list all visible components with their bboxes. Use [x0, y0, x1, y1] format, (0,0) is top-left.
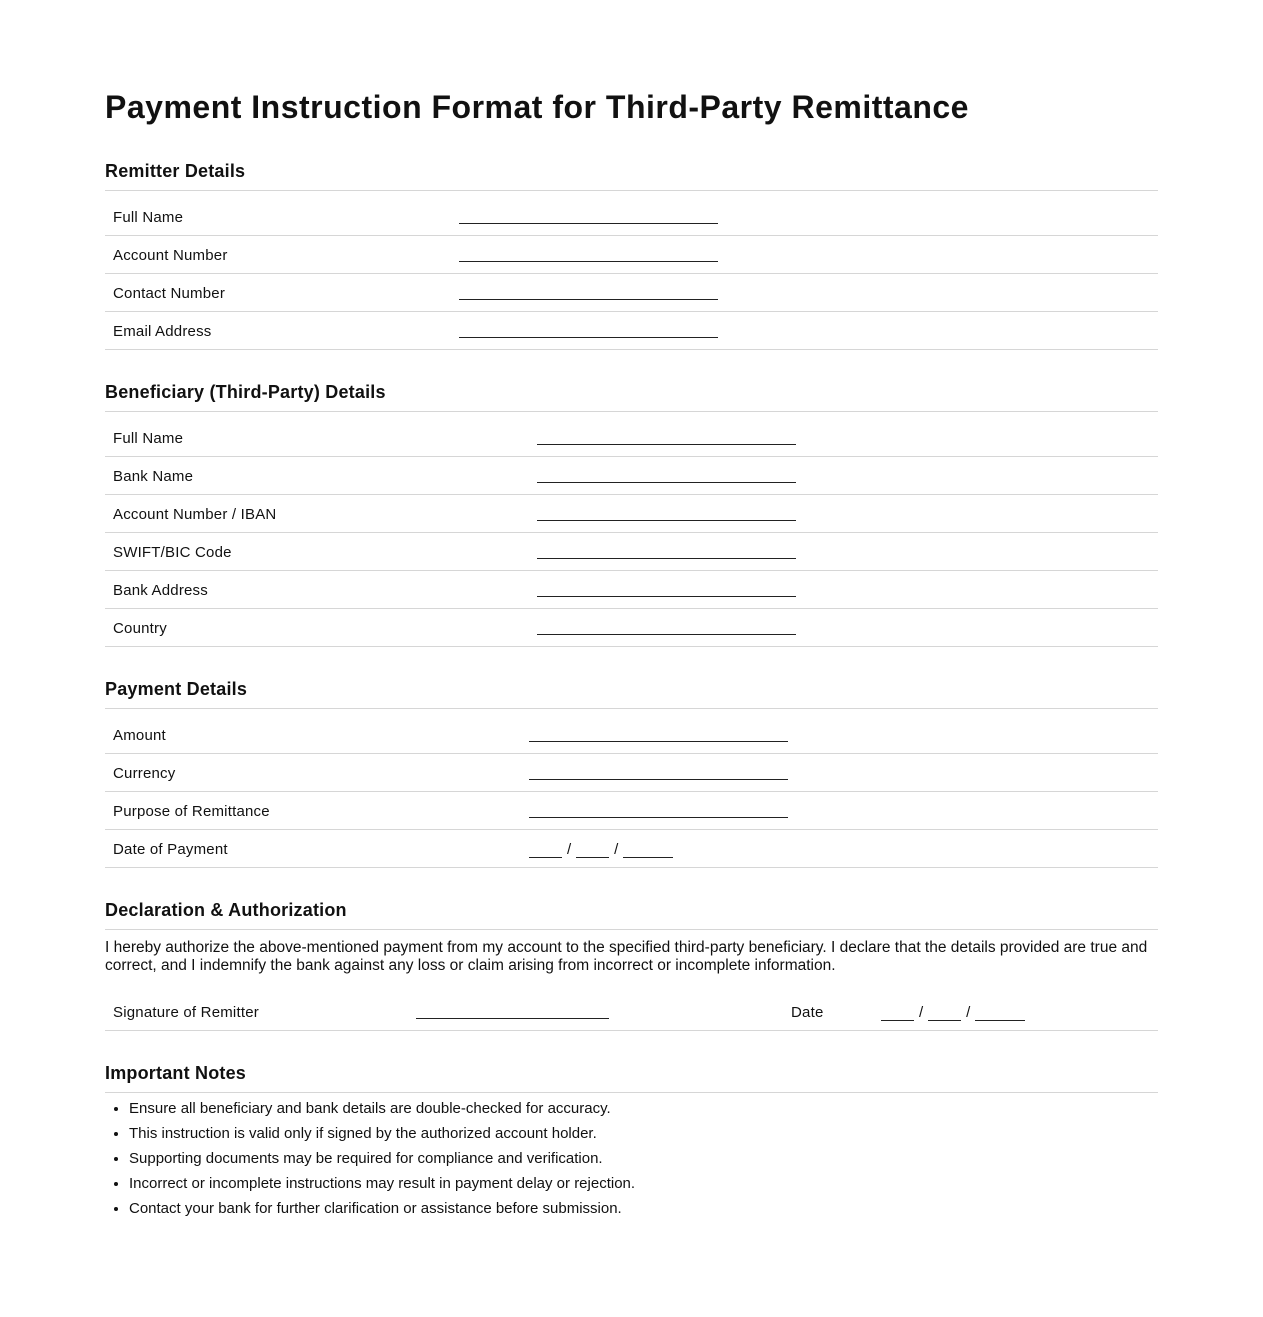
field-label: Account Number / IBAN [113, 506, 277, 523]
field-label: Currency [113, 765, 176, 782]
date-separator: / [567, 841, 572, 858]
remitter-full-name-input-line[interactable] [459, 223, 718, 224]
payment-amount-row [105, 716, 1158, 754]
payment-date-input[interactable] [529, 840, 673, 858]
declaration-text: I hereby authorize the above-mentioned payment from my account to the specified third-party beneficiary. I declare that the details provided are true and correct, and I indemnify the bank against any loss or claim arising from incorrect or incomplete information. [105, 939, 1148, 974]
beneficiary-account-iban-row [105, 495, 1158, 533]
date-day-blank[interactable] [881, 1003, 914, 1021]
page-title: Payment Instruction Format for Third-Party Remittance [105, 89, 969, 125]
date-month-blank[interactable] [576, 840, 609, 858]
signature-date-input[interactable] [881, 1003, 1025, 1021]
payment-purpose-input-line[interactable] [529, 817, 788, 818]
beneficiary-bank-address-row [105, 571, 1158, 609]
signature-fields [105, 993, 1158, 1031]
list-item: • Contact your bank for further clarification or assistance before submission. [129, 1197, 635, 1222]
field-label: Full Name [113, 209, 184, 226]
payment-currency-input-line[interactable] [529, 779, 788, 780]
list-item: • Incorrect or incomplete instructions may result in payment delay or rejection. [129, 1172, 635, 1197]
payment-amount-input-line[interactable] [529, 741, 788, 742]
remitter-contact-number-row [105, 274, 1158, 312]
beneficiary-section-heading: Beneficiary (Third-Party) Details [105, 381, 1158, 412]
date-day-blank[interactable] [529, 840, 562, 858]
signature-input-line[interactable] [416, 1018, 609, 1019]
field-label: Purpose of Remittance [113, 803, 270, 820]
remitter-fields [105, 198, 1158, 350]
date-year-blank[interactable] [623, 840, 673, 858]
field-label: SWIFT/BIC Code [113, 544, 232, 561]
beneficiary-fields [105, 419, 1158, 647]
field-label: Account Number [113, 247, 228, 264]
declaration-section-heading: Declaration & Authorization [105, 899, 1158, 930]
date-month-blank[interactable] [928, 1003, 961, 1021]
payment-fields [105, 716, 1158, 868]
beneficiary-country-row [105, 609, 1158, 647]
date-year-blank[interactable] [975, 1003, 1025, 1021]
beneficiary-swift-row [105, 533, 1158, 571]
field-label: Full Name [113, 430, 184, 447]
field-label: Bank Address [113, 582, 208, 599]
field-label: Country [113, 620, 167, 637]
notes-section-heading: Important Notes [105, 1062, 1158, 1093]
beneficiary-account-iban-input-line[interactable] [537, 520, 796, 521]
beneficiary-full-name-row [105, 419, 1158, 457]
field-label: Date of Payment [113, 841, 228, 858]
signature-label: Signature of Remitter [113, 1004, 259, 1021]
signature-date-label: Date [791, 1004, 824, 1021]
remitter-account-number-input-line[interactable] [459, 261, 718, 262]
beneficiary-bank-name-input-line[interactable] [537, 482, 796, 483]
list-item: • Ensure all beneficiary and bank details are double-checked for accuracy. [129, 1097, 635, 1122]
date-separator: / [919, 1004, 924, 1021]
remitter-contact-number-input-line[interactable] [459, 299, 718, 300]
remitter-email-row [105, 312, 1158, 350]
payment-date-row [105, 830, 1158, 868]
beneficiary-bank-name-row [105, 457, 1158, 495]
beneficiary-swift-input-line[interactable] [537, 558, 796, 559]
field-label: Contact Number [113, 285, 226, 302]
field-label: Amount [113, 727, 166, 744]
date-separator: / [966, 1004, 971, 1021]
beneficiary-country-input-line[interactable] [537, 634, 796, 635]
notes-list [105, 1097, 635, 1222]
remitter-full-name-row [105, 198, 1158, 236]
signature-row [105, 993, 1158, 1031]
payment-purpose-row [105, 792, 1158, 830]
list-item: • Supporting documents may be required for compliance and verification. [129, 1147, 635, 1172]
list-item: • This instruction is valid only if signed by the authorized account holder. [129, 1122, 635, 1147]
beneficiary-bank-address-input-line[interactable] [537, 596, 796, 597]
date-separator: / [614, 841, 619, 858]
payment-section-heading: Payment Details [105, 678, 1158, 709]
field-label: Bank Name [113, 468, 194, 485]
field-label: Email Address [113, 323, 212, 340]
remitter-section-heading: Remitter Details [105, 160, 1158, 191]
remitter-account-number-row [105, 236, 1158, 274]
payment-currency-row [105, 754, 1158, 792]
remitter-email-input-line[interactable] [459, 337, 718, 338]
beneficiary-full-name-input-line[interactable] [537, 444, 796, 445]
